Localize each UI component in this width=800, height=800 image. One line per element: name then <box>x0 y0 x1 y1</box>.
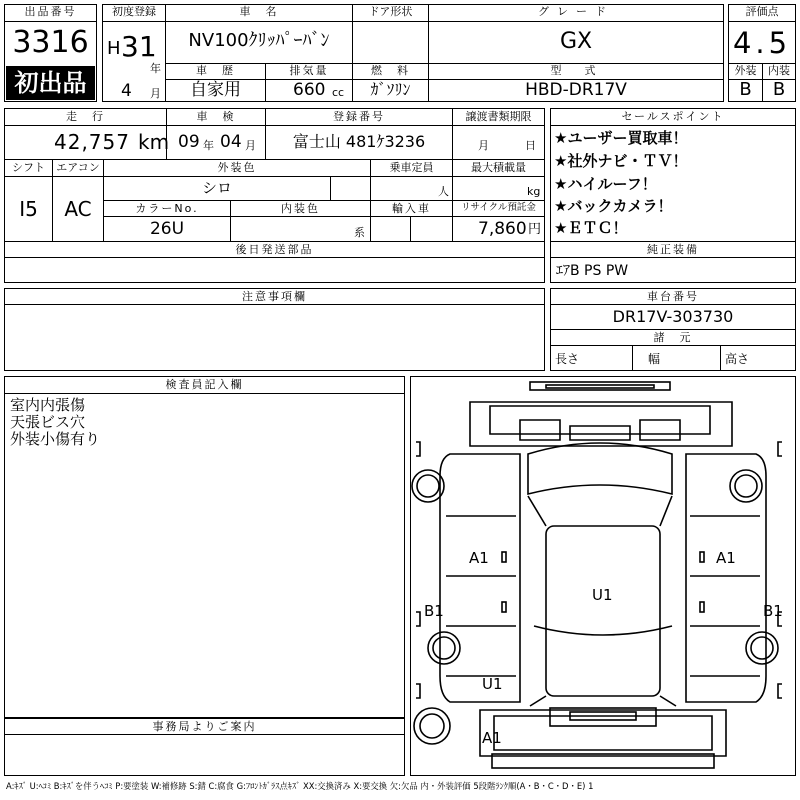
model-header: 型 式 <box>550 64 602 77</box>
score-value: 4.5 <box>732 26 792 60</box>
chassis-header: 車台番号 <box>647 290 699 303</box>
office-notice-header: 事務局よりご案内 <box>152 720 257 733</box>
fuel-value: ｶﾞｿﾘﾝ <box>370 80 411 99</box>
max-load-unit: kg <box>527 185 541 198</box>
sales-point-item: ★バックカメラ！ <box>554 197 673 215</box>
roof <box>546 526 660 696</box>
damage-mark-roof: U1 <box>592 586 613 604</box>
inspection-header: 車 検 <box>196 110 236 123</box>
mileage-value: 42,757 <box>54 130 130 154</box>
sales-point-item: ★ＥＴＣ！ <box>554 219 628 237</box>
transfer-month-unit: 月 <box>478 139 489 152</box>
transfer-deadline-header: 譲渡書類期限 <box>465 110 532 123</box>
car-name-header: 車 名 <box>239 5 279 18</box>
import-header: 輸入車 <box>392 202 431 215</box>
first-listing-label: 初出品 <box>14 69 87 97</box>
displacement-value: 660 <box>293 80 326 100</box>
door-header: ドア形状 <box>368 5 413 18</box>
vehicle-diagram <box>410 376 796 776</box>
shift-header: シフト <box>12 161 45 174</box>
registration-month: 4 <box>121 81 132 101</box>
registration-header: 初度登録 <box>112 5 156 18</box>
capacity-header: 乗車定員 <box>389 161 434 174</box>
registration-year: 31 <box>121 30 157 63</box>
inspector-header: 検査員記入欄 <box>165 378 244 391</box>
legend: A:ｷｽﾞ U:ﾍｺﾐ B:ｷｽﾞを伴うﾍｺﾐ P:要塗装 W:補修跡 S:錆 C:腐食 G:ﾌﾛﾝﾄｶﾞﾗｽ点ｷｽﾞ XX:交換済み X:要交換 欠:欠品 内・外装評価 5段階ﾗﾝｸ順(A・B・C・D・E) 1 <box>6 781 594 791</box>
damage-mark-left-side: B1 <box>424 602 444 620</box>
windshield <box>528 443 672 494</box>
mileage-header: 走 行 <box>66 110 105 123</box>
interior-score: B <box>772 79 786 100</box>
damage-mark-right-side: B1 <box>763 602 783 620</box>
plate-header: 登録番号 <box>333 110 385 123</box>
spec-width-label: 幅 <box>648 352 661 366</box>
plate-value: 富士山 481ｹ3236 <box>292 132 426 151</box>
chassis-value: DR17V-303730 <box>612 307 734 326</box>
inspector-remark: 天張ビス穴 <box>10 413 86 431</box>
recycle-unit: 円 <box>528 222 542 237</box>
aircon-header: エアコン <box>56 161 100 174</box>
damage-mark-left-front: A1 <box>469 549 489 567</box>
grade-header: グレード <box>538 5 614 18</box>
interior-score-label: 内装 <box>768 64 790 77</box>
interior-color-header: 内装色 <box>281 202 320 215</box>
score-header: 評価点 <box>745 5 779 18</box>
details-grid <box>4 108 545 242</box>
max-load-header: 最大積載量 <box>471 161 526 174</box>
registration-era: H <box>107 38 121 59</box>
displacement-unit: cc <box>332 86 345 99</box>
car-name-value: NV100ｸﾘｯﾊﾟｰﾊﾞﾝ <box>188 30 330 51</box>
registration-year-unit: 年 <box>150 62 161 75</box>
registration-month-unit: 月 <box>150 87 161 100</box>
lot-number: 3316 <box>12 25 89 60</box>
body-outline <box>440 454 520 702</box>
exterior-color-value: シロ <box>201 179 232 197</box>
color-no-value: 26U <box>149 219 185 239</box>
inspection-year-unit: 年 <box>203 139 214 152</box>
color-no-header: カラーNo. <box>135 202 199 215</box>
interior-color-unit: 系 <box>354 226 365 239</box>
damage-mark-right-front: A1 <box>716 549 736 567</box>
specs-header: 諸 元 <box>653 331 693 344</box>
inspection-year: 09 <box>178 132 200 152</box>
sales-points-header: セールスポイント <box>621 110 725 123</box>
history-header: 車 歴 <box>196 64 235 77</box>
equipment-value: ｴｱB PS PW <box>556 263 629 279</box>
damage-mark-rear: A1 <box>482 729 502 747</box>
spec-height-label: 高さ <box>725 352 750 366</box>
shift-value: I5 <box>19 197 38 221</box>
mileage-unit: km <box>138 130 170 154</box>
spec-length-label: 長さ <box>555 352 580 366</box>
fuel-header: 燃 料 <box>371 64 410 77</box>
sales-point-item: ★ハイルーフ！ <box>554 175 657 193</box>
later-parts-header: 後日発送部品 <box>235 243 314 256</box>
sales-point-item: ★ユーザー買取車！ <box>554 129 688 147</box>
inspector-remark: 外装小傷有り <box>10 430 101 448</box>
sales-point-item: ★社外ナビ・ＴＶ！ <box>554 152 688 170</box>
inspection-month: 04 <box>220 132 242 152</box>
equipment-header: 純正装備 <box>647 243 699 256</box>
displacement-header: 排気量 <box>289 64 329 77</box>
recycle-header: リサイクル預託金 <box>461 202 536 213</box>
recycle-value: 7,860 <box>478 219 527 239</box>
transfer-day-unit: 日 <box>525 139 536 152</box>
history-value: 自家用 <box>190 80 241 100</box>
inspector-remark: 室内内張傷 <box>10 396 86 414</box>
capacity-unit: 人 <box>438 185 449 198</box>
inspection-month-unit: 月 <box>245 139 256 152</box>
rear-bumper <box>480 710 726 756</box>
exterior-score-label: 外装 <box>734 64 757 77</box>
grade-value: GX <box>559 29 593 54</box>
aircon-value: AC <box>64 197 92 221</box>
damage-mark-left-rear: U1 <box>482 675 503 693</box>
exterior-score: B <box>739 79 752 100</box>
notes-header: 注意事項欄 <box>242 290 307 303</box>
model-value: HBD-DR17V <box>525 80 627 100</box>
exterior-color-header: 外装色 <box>217 161 257 174</box>
lot-header: 出品番号 <box>24 5 77 18</box>
